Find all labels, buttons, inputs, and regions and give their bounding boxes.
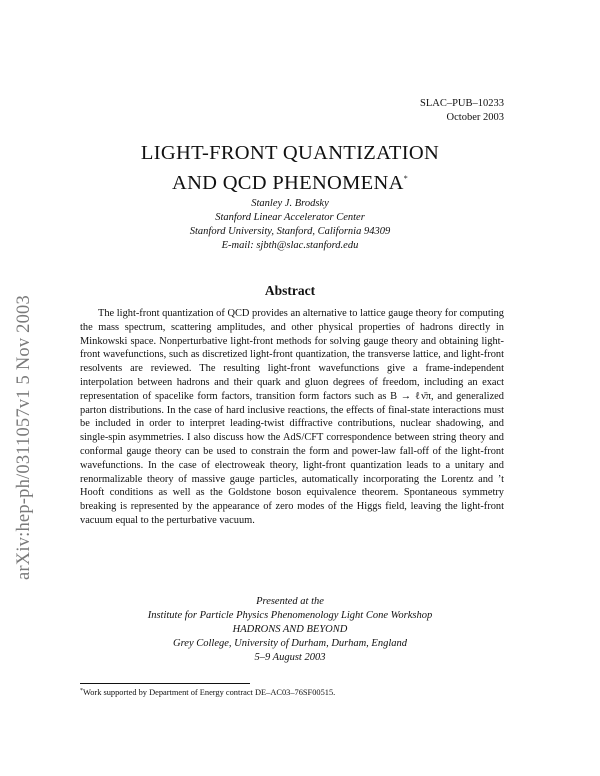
abstract-body: The light-front quantization of QCD provides an alternative to lattice gauge theory for computing the mass spectrum, scattering amplitudes, and other physical properties of hadrons directly in Minkowski space. Nonperturbative light-front methods for solving gauge theory and obtaining light-front wavefunctions, such as discretized light-front quantization, the transverse lattice, and light-front resolvents are reviewed. The resulting light-front wavefunctions give a frame-independent interpolation between hadrons and their quark and gluon degrees of freedom, including an exact representation of spacelike form factors, transition form factors such as B → ℓν̄π, and generalized parton distributions. In the case of hard inclusive reactions, the effects of final-state interactions must be included in order to interpret leading-twist diffractive contributions, nuclear shadowing, and single-spin asymmetries. I also discuss how the AdS/CFT correspondence between string theory and conformal gauge theory can be used to constrain the form and power-law fall-off of the light-front wavefunctions. In the case of electroweak theory, light-front quantization leads to a unitary and renormalizable theory of massive gauge particles, automatically incorporating the Lorentz and ’t Hooft conditions as well as the Goldstone boson equivalence theorem. Spontaneous symmetry breaking is represented by the appearance of zero modes of the Higgs field, leaving the light-front vacuum equal to the perturbative vacuum.	[80, 308, 504, 526]
abstract-heading: Abstract	[264, 283, 316, 298]
footnote-rule	[80, 683, 250, 684]
presented-workshop-name: HADRONS AND BEYOND	[232, 624, 348, 635]
presented-at-block	[80, 595, 500, 665]
author-address: Stanford University, Stanford, California 94309	[189, 226, 391, 237]
presented-line-1: Presented at the	[256, 596, 324, 607]
footnote-text: Work supported by Department of Energy contract DE–AC03–76SF00515.	[83, 688, 336, 697]
presented-venue: Grey College, University of Durham, Durham, England	[173, 638, 407, 649]
title-footnote-mark: *	[403, 174, 409, 183]
footnote-mark: *	[80, 688, 83, 694]
author-affiliation: Stanford Linear Accelerator Center	[215, 212, 365, 223]
author-block	[80, 197, 500, 253]
title-line-2	[80, 166, 500, 196]
presented-dates: 5–9 August 2003	[254, 652, 326, 663]
paper-title	[80, 141, 500, 196]
report-info	[420, 97, 504, 125]
arxiv-identifier-stamp: arXiv:hep-ph/0311057v1 5 Nov 2003	[14, 295, 34, 580]
report-number: SLAC–PUB–10233	[419, 98, 504, 109]
presented-workshop: Institute for Particle Physics Phenomenology Light Cone Workshop	[147, 610, 433, 621]
footnote	[80, 686, 500, 698]
title-line-2-text: AND QCD PHENOMENA	[171, 172, 404, 194]
report-date: October 2003	[446, 112, 504, 123]
author-email: E-mail: sjbth@slac.stanford.edu	[221, 240, 359, 251]
title-line-1: LIGHT-FRONT QUANTIZATION	[140, 142, 440, 164]
author-name: Stanley J. Brodsky	[251, 198, 329, 209]
